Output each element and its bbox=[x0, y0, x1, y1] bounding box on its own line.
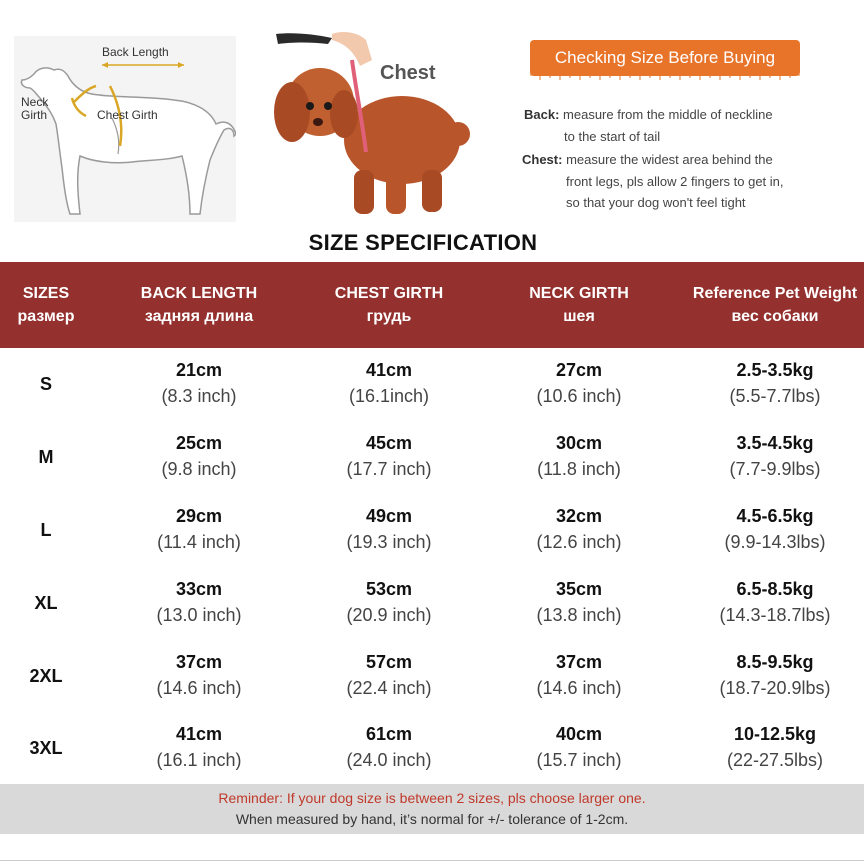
measurement-guide bbox=[0, 0, 864, 228]
weight-cell: 3.5-4.5kg (7.7-9.9lbs) bbox=[729, 433, 821, 480]
photo-chest-label: Chest bbox=[380, 62, 436, 84]
chest-girth-cell: 45cm (17.7 inch) bbox=[346, 433, 432, 480]
size-cell: L bbox=[40, 519, 52, 540]
chest-girth-cell: 53cm (20.9 inch) bbox=[346, 578, 432, 625]
neck-girth-cell: 40cm (15.7 inch) bbox=[536, 724, 622, 771]
weight-cell: 10-12.5kg (22-27.5lbs) bbox=[726, 724, 824, 771]
size-cell: M bbox=[38, 447, 54, 468]
table-row bbox=[0, 494, 864, 567]
ruler-icon bbox=[530, 74, 800, 82]
neck-girth-cell: 37cm (14.6 inch) bbox=[536, 651, 622, 698]
header-sizes: SIZES размер bbox=[17, 285, 75, 325]
chest-girth-cell: 49cm (19.3 inch) bbox=[346, 505, 432, 552]
size-cell: S bbox=[39, 374, 52, 395]
chest-girth-cell: 57cm (22.4 inch) bbox=[346, 651, 432, 698]
back-length-cell: 33cm (13.0 inch) bbox=[156, 578, 242, 625]
back-length-label: Back Length bbox=[102, 45, 169, 59]
dog-measurement-diagram bbox=[14, 36, 236, 222]
weight-cell: 4.5-6.5kg (9.9-14.3lbs) bbox=[724, 505, 826, 552]
size-cell: 2XL bbox=[29, 665, 63, 686]
chest-measure-text-3: so that your dog won't feel tight bbox=[566, 195, 746, 210]
tolerance-note: When measured by hand, it’s normal for +/- tolerance of 1-2cm. bbox=[235, 811, 629, 827]
header-chest-girth: CHEST GIRTH грудь bbox=[334, 285, 444, 325]
table-row bbox=[0, 566, 864, 639]
neck-girth-cell: 35cm (13.8 inch) bbox=[536, 578, 622, 625]
chest-girth-label: Chest Girth bbox=[97, 108, 158, 122]
neck-girth-cell: 27cm (10.6 inch) bbox=[536, 360, 622, 407]
table-row bbox=[0, 639, 864, 712]
neck-girth-label: Neck Girth bbox=[21, 95, 49, 122]
weight-cell: 6.5-8.5kg (14.3-18.7lbs) bbox=[719, 578, 831, 625]
dog-outline-icon bbox=[14, 36, 236, 222]
back-length-cell: 25cm (9.8 inch) bbox=[161, 433, 237, 480]
back-length-cell: 37cm (14.6 inch) bbox=[156, 651, 242, 698]
chest-measure-text-1: Chest: measure the widest area behind the bbox=[522, 152, 773, 167]
table-row bbox=[0, 348, 864, 421]
back-length-cell: 21cm (8.3 inch) bbox=[161, 360, 237, 407]
chest-girth-cell: 61cm (24.0 inch) bbox=[346, 724, 432, 771]
header-pet-weight: Reference Pet Weight вес собаки bbox=[692, 285, 858, 325]
footer-note bbox=[0, 784, 864, 834]
page-title: SIZE SPECIFICATION bbox=[308, 230, 538, 255]
neck-girth-cell: 32cm (12.6 inch) bbox=[536, 505, 622, 552]
table-header bbox=[0, 262, 864, 348]
size-table bbox=[0, 262, 864, 785]
table-row bbox=[0, 421, 864, 494]
weight-cell: 2.5-3.5kg (5.5-7.7lbs) bbox=[729, 360, 821, 407]
chest-measure-text-2: front legs, pls allow 2 fingers to get in, bbox=[566, 174, 784, 189]
poodle-icon bbox=[262, 30, 472, 220]
divider bbox=[0, 860, 864, 861]
header-back-length: BACK LENGTH задняя длина bbox=[140, 285, 258, 325]
size-reminder: Reminder: If your dog size is between 2 sizes, pls choose larger one. bbox=[218, 790, 646, 806]
back-length-cell: 29cm (11.4 inch) bbox=[157, 505, 241, 552]
neck-girth-cell: 30cm (11.8 inch) bbox=[537, 433, 621, 480]
checking-size-banner: Checking Size Before Buying bbox=[530, 40, 800, 76]
back-measure-text-1: Back: measure from the middle of neckline bbox=[524, 107, 773, 122]
size-cell: XL bbox=[34, 592, 58, 613]
table-row bbox=[0, 712, 864, 785]
header-neck-girth: NECK GIRTH шея bbox=[529, 285, 629, 325]
back-measure-text-2: to the start of tail bbox=[564, 129, 661, 144]
size-cell: 3XL bbox=[29, 738, 63, 759]
back-length-cell: 41cm (16.1 inch) bbox=[156, 724, 242, 771]
poodle-photo bbox=[262, 30, 472, 220]
chest-girth-cell: 41cm (16.1inch) bbox=[348, 360, 430, 407]
weight-cell: 8.5-9.5kg (18.7-20.9lbs) bbox=[719, 651, 831, 698]
